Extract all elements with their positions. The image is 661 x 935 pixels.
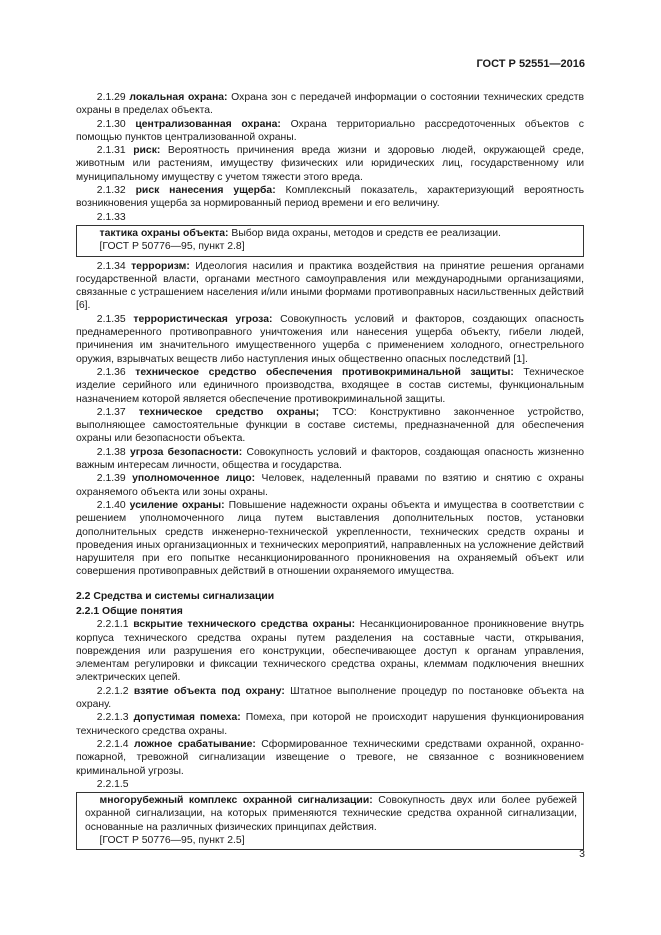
term-reference: [ГОСТ Р 50776—95, пункт 2.8]	[99, 241, 245, 253]
term-definition: Идеология насилия и практика воздействия на принятие решения органами государственной власти, органами местного самоуправления или международными организациями, связанные с устрашением населения и/или иными формами противоправных насильственных действий [6].	[76, 260, 585, 312]
term-title: риск:	[133, 145, 161, 157]
term-entry	[76, 472, 584, 499]
term-definition: Совокупность условий и факторов, создающих опасность преднамеренного противоправного уничтожения или нанесения ущерба объекту, гибели людей, причинения им значительного имущественного ущерба с применением холодного, огнестрельного оружия, взрывчатых веществ либо наступления иных общественно опасных последствий [1].	[76, 313, 585, 365]
term-number: 2.1.29	[96, 92, 126, 103]
term-title: многорубежный комплекс охранной сигнализации:	[99, 795, 373, 807]
term-entry	[85, 227, 577, 240]
term-number: 2.2.1.2	[96, 685, 129, 697]
boxed-term-2	[76, 792, 584, 850]
terms-group-2	[76, 260, 584, 579]
term-number: 2.1.32	[96, 185, 126, 197]
term-definition: Повышение надежности охраны объекта и имущества в соответствии с решением уполномоченного лица путем выставления дополнительных постов, установки дополнительных средств инженерно-технической укрепленности, технических средств охраны и проведения иных организационных и технических мероприятий, направленных на усложнение действий нарушителя при его попытке несанкционированного проникновения на охраняемый объект или совершения противоправных действий в отношении охраняемого имущества.	[76, 499, 584, 578]
subsection-heading: 2.2.1 Общие понятия	[76, 605, 183, 617]
term-entry	[85, 794, 577, 834]
term-definition: Вероятность причинения вреда жизни и здоровью людей, окружающей среде, животным или растениям, имуществу физических или юридических лиц, государственному или муниципальному имуществу с учетом тяжести этого вреда.	[76, 145, 584, 183]
term-definition: Совокупность двух или более рубежей охранной сигнализации, на которых применяются технические средства охранной сигнализации, основанные на различных физических принципах действия.	[85, 795, 577, 833]
term-title: техническое средство охраны;	[138, 406, 320, 418]
term-entry	[76, 144, 584, 184]
term-number: 2.1.38	[96, 446, 126, 458]
term-definition: Несанкционированное проникновение внутрь корпуса технического средства охраны путем разделения на составные части, открывания, повреждения или разрушения его конструкции, обеспечивающее доступ к органам управления, элементам регулировки и фиксации технического средства охраны, клеммам подключения внешних электрических цепей.	[76, 619, 585, 684]
term-number: 2.2.1.1	[96, 619, 129, 631]
term-entry	[76, 711, 584, 738]
terms-group-1	[76, 91, 584, 211]
term-title: допустимая помеха:	[133, 712, 241, 724]
term-title: взятие объекта под охрану:	[133, 685, 285, 697]
term-definition: Человек, наделенный правами по взятию и снятию с охраны охраняемого объекта или зоны охраны.	[76, 473, 584, 498]
term-number: 2.1.37	[96, 406, 126, 418]
term-number: 2.1.39	[96, 473, 126, 485]
term-number: 2.1.40	[96, 499, 126, 511]
term-entry	[76, 685, 584, 712]
term-definition: Штатное выполнение процедур по постановке объекта на охрану.	[76, 685, 584, 711]
term-entry	[76, 184, 584, 211]
terms-group-3	[76, 618, 584, 778]
boxed-term-1	[76, 225, 584, 257]
section-heading: 2.2 Средства и системы сигнализации	[76, 590, 275, 602]
term-number: 2.1.36	[96, 366, 126, 378]
term-title: усиление охраны:	[129, 499, 225, 511]
term-definition: Комплексный показатель, характеризующий вероятность возникновения ущерба за нормированный период времени и его величину.	[76, 185, 584, 210]
term-title: локальная охрана:	[129, 92, 228, 103]
term-entry	[76, 366, 584, 406]
term-number: 2.1.33	[96, 211, 126, 223]
term-reference: [ГОСТ Р 50776—95, пункт 2.5]	[99, 835, 245, 847]
term-entry	[76, 738, 584, 778]
term-title: террористическая угроза:	[133, 313, 273, 325]
term-title: ложное срабатывание:	[134, 738, 256, 750]
term-title: техническое средство обеспечения противокриминальной защиты:	[135, 366, 514, 378]
term-title: угроза безопасности:	[129, 446, 243, 458]
term-number: 2.1.30	[96, 118, 126, 130]
term-entry	[76, 618, 584, 684]
term-title: тактика охраны объекта:	[99, 227, 229, 239]
term-number: 2.1.34	[96, 260, 126, 272]
term-entry	[76, 91, 584, 118]
term-definition: Охрана территориально рассредоточенных объектов с помощью пунктов централизованной охраны.	[76, 118, 584, 143]
term-entry	[76, 406, 584, 446]
term-entry	[76, 260, 584, 313]
term-number: 2.1.35	[96, 313, 126, 325]
term-number: 2.2.1.3	[96, 712, 129, 724]
term-definition: Выбор вида охраны, методов и средств ее реализации.	[231, 227, 501, 239]
document-body	[76, 91, 584, 853]
term-definition: ТСО: Конструктивно законченное устройство, выполняющее самостоятельные функции в составе системы, предназначенной для обеспечения охраны или безопасности объекта.	[76, 406, 585, 445]
term-title: риск нанесения ущерба:	[135, 185, 276, 197]
term-number: 2.2.1.5	[96, 778, 129, 790]
term-number: 2.1.31	[96, 145, 126, 157]
term-definition: Охрана зон с передачей информации о состоянии технических средств охраны в пределах объекта.	[76, 92, 585, 117]
term-title: терроризм:	[131, 260, 190, 272]
term-title: централизованная охрана:	[135, 118, 281, 130]
term-entry	[76, 446, 584, 473]
standard-header: ГОСТ Р 52551—2016	[476, 58, 585, 70]
term-definition: Совокупность условий и факторов, создающая опасность жизненно важным интересам личности, общества и государства.	[76, 446, 585, 472]
term-title: вскрытие технического средства охраны:	[133, 619, 356, 631]
term-title: уполномоченное лицо:	[132, 473, 256, 485]
term-definition: Техническое изделие серийного или единичного производства, входящее в состав системы, функциональным назначением которой является обеспечение противокриминальной защиты.	[76, 366, 584, 405]
term-entry	[76, 313, 584, 366]
term-entry	[76, 499, 584, 579]
term-number: 2.2.1.4	[96, 738, 129, 750]
page-number: 3	[579, 848, 585, 860]
term-entry	[76, 118, 584, 145]
term-definition: Сформированное техническими средствами охранной, охранно-пожарной, тревожной сигнализации извещение о тревоге, не связанное с возникновением криминальной угрозы.	[76, 738, 585, 777]
term-definition: Помеха, при которой не происходит нарушения функционирования технического средства охраны.	[76, 712, 585, 737]
